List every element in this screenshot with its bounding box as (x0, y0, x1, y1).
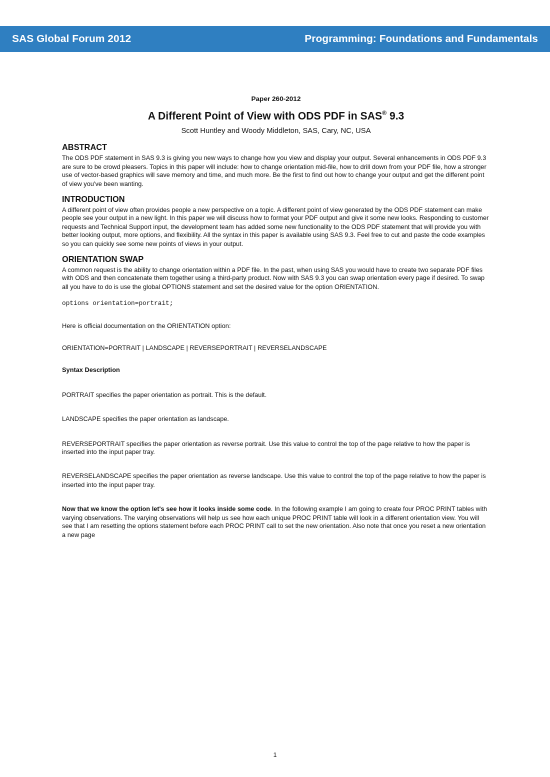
introduction-heading: INTRODUCTION (62, 194, 125, 204)
abstract-heading: ABSTRACT (62, 143, 108, 153)
reverseportrait-description: REVERSEPORTRAIT specifies the paper orientation as reverse portrait. Use this value to control the top of the page relative to how the paper is inserted into the input paper tray. (62, 440, 470, 457)
paper-title-main: A Different Point of View with ODS PDF in SAS (147, 110, 383, 123)
documentation-intro: Here is official documentation on the ORIENTATION option: (62, 322, 231, 330)
example-intro-rest: . In the following example I am going to create four PROC PRINT tables with varying observations. The varying observations will help us see how each unique PROC PRINT table will look in a different orientation view. You will see that I am resetting the options statement before each PROC PRINT call to set the new orientation. Also note that once you reset a new orientation a new page (62, 506, 488, 539)
paper-title-tail: 9.3 (386, 110, 405, 123)
introduction-text: A different point of view often provides people a new perspective on a topic. A different point of view generated by the ODS PDF statement can make people see your output in a new light. In this paper we will discuss how to format your PDF output and give it some new looks. Responding to customer requests and Technical Support input, the development team has added some new functionality to the ODS PDF statement that will provide you with better looking output, more options, and flexibility. All the syntax in this paper is available using SAS 9.3. Feel free to cut and paste the code examples so you can quickly see some new points of views in your output. (62, 206, 489, 248)
code-sample: options orientation=portrait; (62, 300, 174, 308)
example-intro-bold: Now that we know the option let's see how it looks inside some code (62, 506, 271, 514)
page-number: 1 (273, 752, 277, 759)
abstract-text: The ODS PDF statement in SAS 9.3 is giving you new ways to change how you view and display your output. Several enhancements in ODS PDF 9.3 are sure to be crowd pleasers. Topics in this paper will include: how to change orientation mid-file, how to drill down from your PDF file, how a stronger use of vector-based graphics will save memory and time, and much more. Be the first to find out how to change your output and get the different point of view you've been wanting. (62, 155, 487, 188)
example-intro-text (62, 506, 490, 540)
reverselandscape-description: REVERSELANDSCAPE specifies the paper orientation as reverse landscape. Use this value to control the top of the page relative to how the paper is inserted into the input paper tray. (62, 473, 486, 489)
paper-authors: Scott Huntley and Woody Middleton, SAS, Cary, NC, USA (181, 125, 371, 135)
syntax-description-heading: Syntax Description (62, 367, 120, 375)
paper-number: Paper 260-2012 (251, 96, 301, 103)
orientation-text: A common request is the ability to change orientation within a PDF file. In the past, when using SAS you would have to create two separate PDF files with ODS and then concatenate them together using a third-party product. Now with SAS 9.3 you can swap orientation every page if desired. To swap all you have to do is use the global OPTIONS statement and set the desired value for the option ORIENTATION. (62, 267, 485, 291)
banner-section: Programming: Foundations and Fundamentals (304, 33, 538, 45)
portrait-description: PORTRAIT specifies the paper orientation as portrait. This is the default. (62, 391, 267, 399)
landscape-description: LANDSCAPE specifies the paper orientation as landscape. (62, 416, 229, 424)
orientation-heading: ORIENTATION SWAP (62, 255, 144, 264)
paper-page (62, 96, 490, 546)
orientation-syntax: ORIENTATION=PORTRAIT | LANDSCAPE | REVERSEPORTRAIT | REVERSELANDSCAPE (62, 345, 327, 353)
banner-conference: SAS Global Forum 2012 (12, 33, 132, 45)
header-banner (0, 26, 550, 52)
registered-mark: ® (382, 111, 387, 118)
paper-title (62, 108, 490, 124)
